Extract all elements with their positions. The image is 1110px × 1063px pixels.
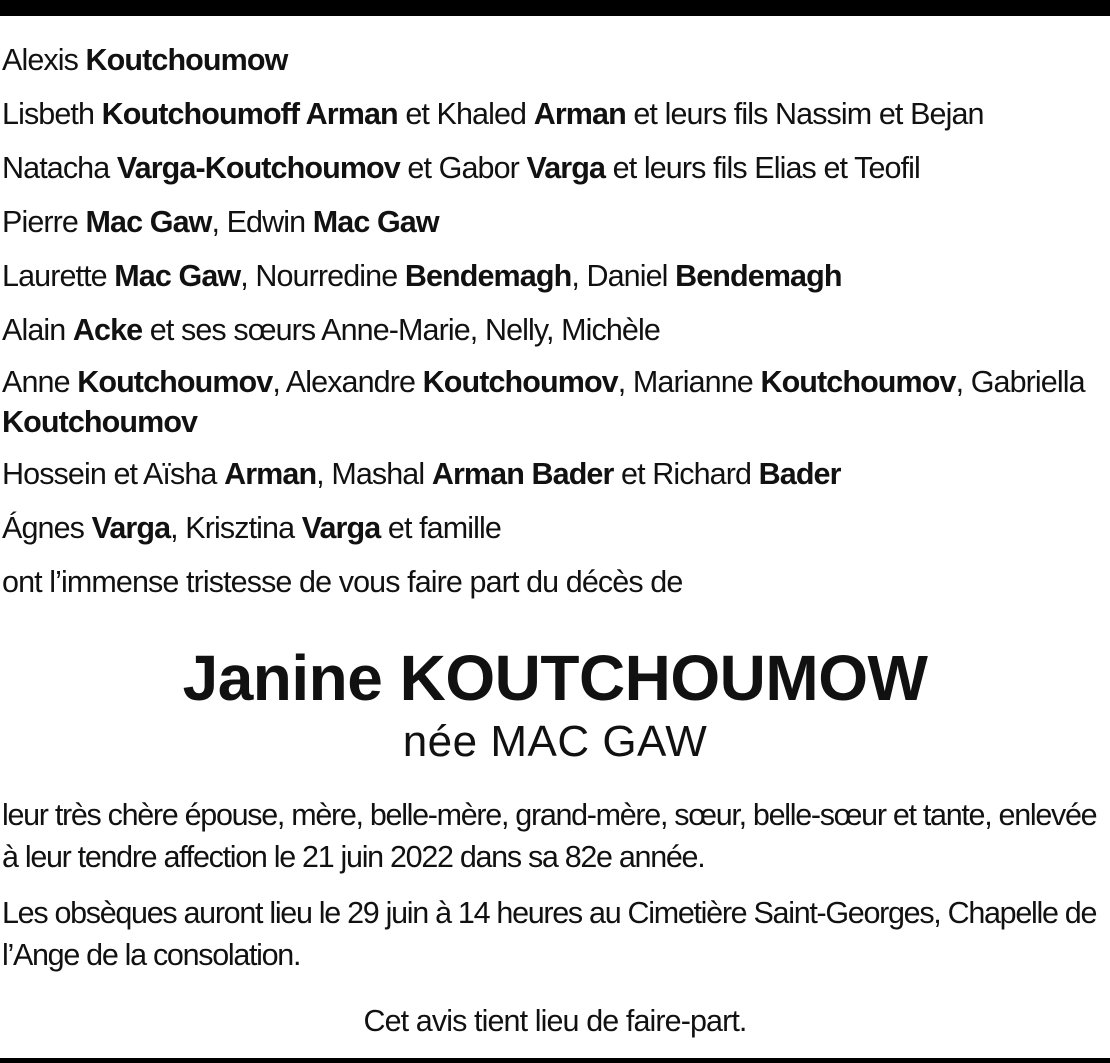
family-text: Anne — [2, 365, 78, 399]
family-surname: Varga-Koutchoumov — [116, 151, 400, 185]
announcement-body — [2, 794, 1108, 990]
family-surname: Bader — [758, 457, 841, 491]
family-surname: Bendemagh — [675, 259, 842, 293]
family-text: Alain — [2, 313, 73, 347]
family-surname: Varga — [301, 511, 381, 545]
family-text: et Khaled — [397, 97, 534, 131]
family-line — [2, 200, 1108, 244]
family-text: , Edwin — [211, 205, 313, 239]
family-surname: Koutchoumov — [2, 405, 198, 439]
family-surname: Arman — [224, 457, 317, 491]
family-text: et leurs fils Nassim et Bejan — [625, 97, 984, 131]
family-text: Pierre — [2, 205, 86, 239]
family-text: Lisbeth — [2, 97, 102, 131]
family-line — [2, 254, 1108, 298]
family-line — [2, 452, 1108, 496]
family-surname: Koutchoumov — [760, 365, 956, 399]
family-text: , Krisztina — [170, 511, 302, 545]
family-surname: Mac Gaw — [114, 259, 241, 293]
relationship-paragraph: leur très chère épouse, mère, belle-mère, grand-mère, sœur, belle-sœur et tante, enlevée à leur tendre affection le 21 juin 2022 dans sa 82e année. — [2, 798, 1097, 874]
family-text: Ágnes — [2, 511, 92, 545]
family-surname: Arman — [533, 97, 626, 131]
family-text: Hossein et Aïsha — [2, 457, 225, 491]
family-line — [2, 92, 1108, 136]
deceased-name: Janine KOUTCHOUMOW — [182, 642, 928, 714]
family-text: et Gabor — [399, 151, 527, 185]
bottom-rule — [0, 1058, 1110, 1063]
family-text: , Nourredine — [240, 259, 405, 293]
family-text: et leurs fils Elias et Teofil — [605, 151, 920, 185]
family-surname: Koutchoumow — [85, 43, 288, 77]
family-surname: Mac Gaw — [85, 205, 212, 239]
family-text: et Richard — [613, 457, 759, 491]
family-surname: Bendemagh — [404, 259, 572, 293]
family-surname: Koutchoumov — [422, 365, 618, 399]
family-surname: Arman Bader — [431, 457, 614, 491]
funeral-paragraph: Les obsèques auront lieu le 29 juin à 14 heures au Cimetière Saint-Georges, Chapelle de l’Ange de la consolation. — [2, 896, 1097, 972]
family-list — [2, 38, 1108, 604]
family-line — [2, 362, 1108, 442]
family-text: et ses sœurs Anne-Marie, Nelly, Michèle — [142, 313, 660, 347]
family-text: , Daniel — [571, 259, 676, 293]
family-text: , Gabriella — [955, 365, 1085, 399]
announcement-intro: ont l’immense tristesse de vous faire part du décès de — [2, 565, 683, 599]
closing-note: Cet avis tient lieu de faire-part. — [363, 1004, 747, 1038]
family-text: Natacha — [2, 151, 117, 185]
family-text: , Marianne — [617, 365, 761, 399]
family-surname: Acke — [72, 313, 143, 347]
deceased-block — [0, 640, 1110, 768]
family-line — [2, 308, 1108, 352]
family-line — [2, 38, 1108, 82]
family-surname: Varga — [526, 151, 606, 185]
family-line — [2, 506, 1108, 550]
family-line — [2, 146, 1108, 190]
top-rule — [0, 0, 1110, 16]
family-text: , Alexandre — [272, 365, 423, 399]
family-text: , Mashal — [316, 457, 432, 491]
maiden-name: née MAC GAW — [402, 717, 708, 766]
family-surname: Mac Gaw — [312, 205, 439, 239]
family-text: Laurette — [2, 259, 115, 293]
family-text: Alexis — [2, 43, 86, 77]
family-surname: Koutchoumoff Arman — [101, 97, 398, 131]
family-text: et famille — [380, 511, 501, 545]
family-surname: Varga — [91, 511, 171, 545]
family-surname: Koutchoumov — [77, 365, 273, 399]
